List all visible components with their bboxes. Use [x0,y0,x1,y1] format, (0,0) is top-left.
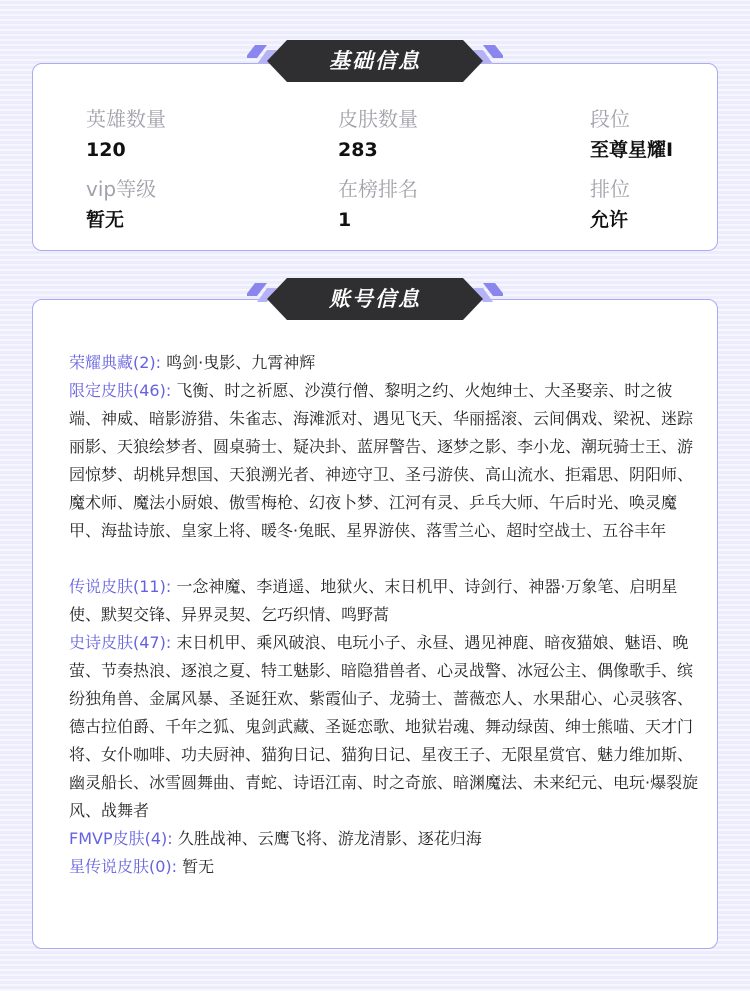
section-title: 基础信息 [329,49,421,73]
category-items: 暂无 [182,857,215,876]
category-label: 史诗皮肤(47): [69,633,172,652]
stat-skin-count [338,105,538,164]
stat-label: 英雄数量 [86,107,166,131]
category-label: FMVP皮肤(4): [69,829,173,848]
section-title: 账号信息 [329,287,421,311]
category-label: 传说皮肤(11): [69,577,172,596]
category-items: 鸣剑·曳影、九霄神辉 [166,353,316,372]
stat-label: 排位 [590,177,630,201]
stat-label: 皮肤数量 [338,107,418,131]
stat-value: 1 [338,209,352,231]
stat-value: 283 [338,139,378,161]
category-items: 久胜战神、云鹰飞将、游龙清影、逐花归海 [177,829,482,848]
category-items: 飞衡、时之祈愿、沙漠行僧、黎明之约、火炮绅士、大圣娶亲、时之彼端、神威、暗影游猎、朱雀志、海滩派对、遇见飞天、华丽摇滚、云间偶戏、梁祝、迷踪丽影、天狼绘梦者、圆桌骑士、疑决卦、蓝屏警告、逐梦之影、李小龙、潮玩骑士王、游园惊梦、胡桃异想国、天狼溯光者、神迹守卫、圣弓游侠、高山流水、拒霜思、阴阳师、魔术师、魔法小厨娘、傲雪梅枪、幻夜卜梦、江河有灵、乒乓大师、午后时光、唤灵魔甲、海盐诗旅、皇家上将、暖冬·兔眠、星界游侠、落雪兰心、超时空战士、五谷丰年 [69,381,694,540]
stat-vip-level [86,175,286,234]
skin-list [69,349,699,881]
stat-value: 暂无 [86,209,125,231]
category-items: 末日机甲、乘风破浪、电玩小子、永昼、遇见神鹿、暗夜猫娘、魅语、晚萤、节奏热浪、逐浪之夏、特工魅影、暗隐猎兽者、心灵战警、冰冠公主、偶像歌手、缤纷独角兽、金属风暴、圣诞狂欢、紫霞仙子、龙骑士、蔷薇恋人、水果甜心、心灵骇客、德古拉伯爵、千年之狐、鬼剑武藏、圣诞恋歌、地狱岩魂、舞动绿茵、绅士熊喵、天才门将、女仆咖啡、功夫厨神、猫狗日记、猫狗日记、星夜王子、无限星赏官、魅力维加斯、幽灵船长、冰雪圆舞曲、青蛇、诗语江南、时之奇旅、暗渊魔法、未来纪元、电玩·爆裂旋风、战舞者 [69,633,699,820]
stat-ranked-permission [590,175,710,234]
stat-value: 至尊星耀I [590,139,674,161]
stat-label: vip等级 [86,177,157,201]
stat-rank-tier [590,105,710,164]
stat-label: 段位 [590,107,630,131]
stat-leaderboard-rank [338,175,538,234]
category-label: 限定皮肤(46): [69,381,172,400]
skin-category-legend [69,573,699,629]
stat-hero-count [86,105,286,164]
account-info-card [32,299,718,949]
skin-category-fmvp [69,825,699,853]
skin-category-epic [69,629,699,825]
stat-value: 120 [86,139,126,161]
category-label: 荣耀典藏(2): [69,353,162,372]
section-header-account [247,276,503,322]
category-items: 一念神魔、李逍遥、地狱火、末日机甲、诗剑行、神器·万象笔、启明星使、默契交锋、异界灵契、乞巧织情、鸣野蒿 [69,577,678,624]
stat-value: 允许 [590,209,629,231]
section-header-basic [247,38,503,84]
spacer [69,545,699,573]
stat-label: 在榜排名 [338,177,418,201]
basic-info-card [32,63,718,251]
skin-category-limited [69,377,699,545]
skin-category-collection [69,349,699,377]
skin-category-star-legend [69,853,699,881]
category-label: 星传说皮肤(0): [69,857,178,876]
